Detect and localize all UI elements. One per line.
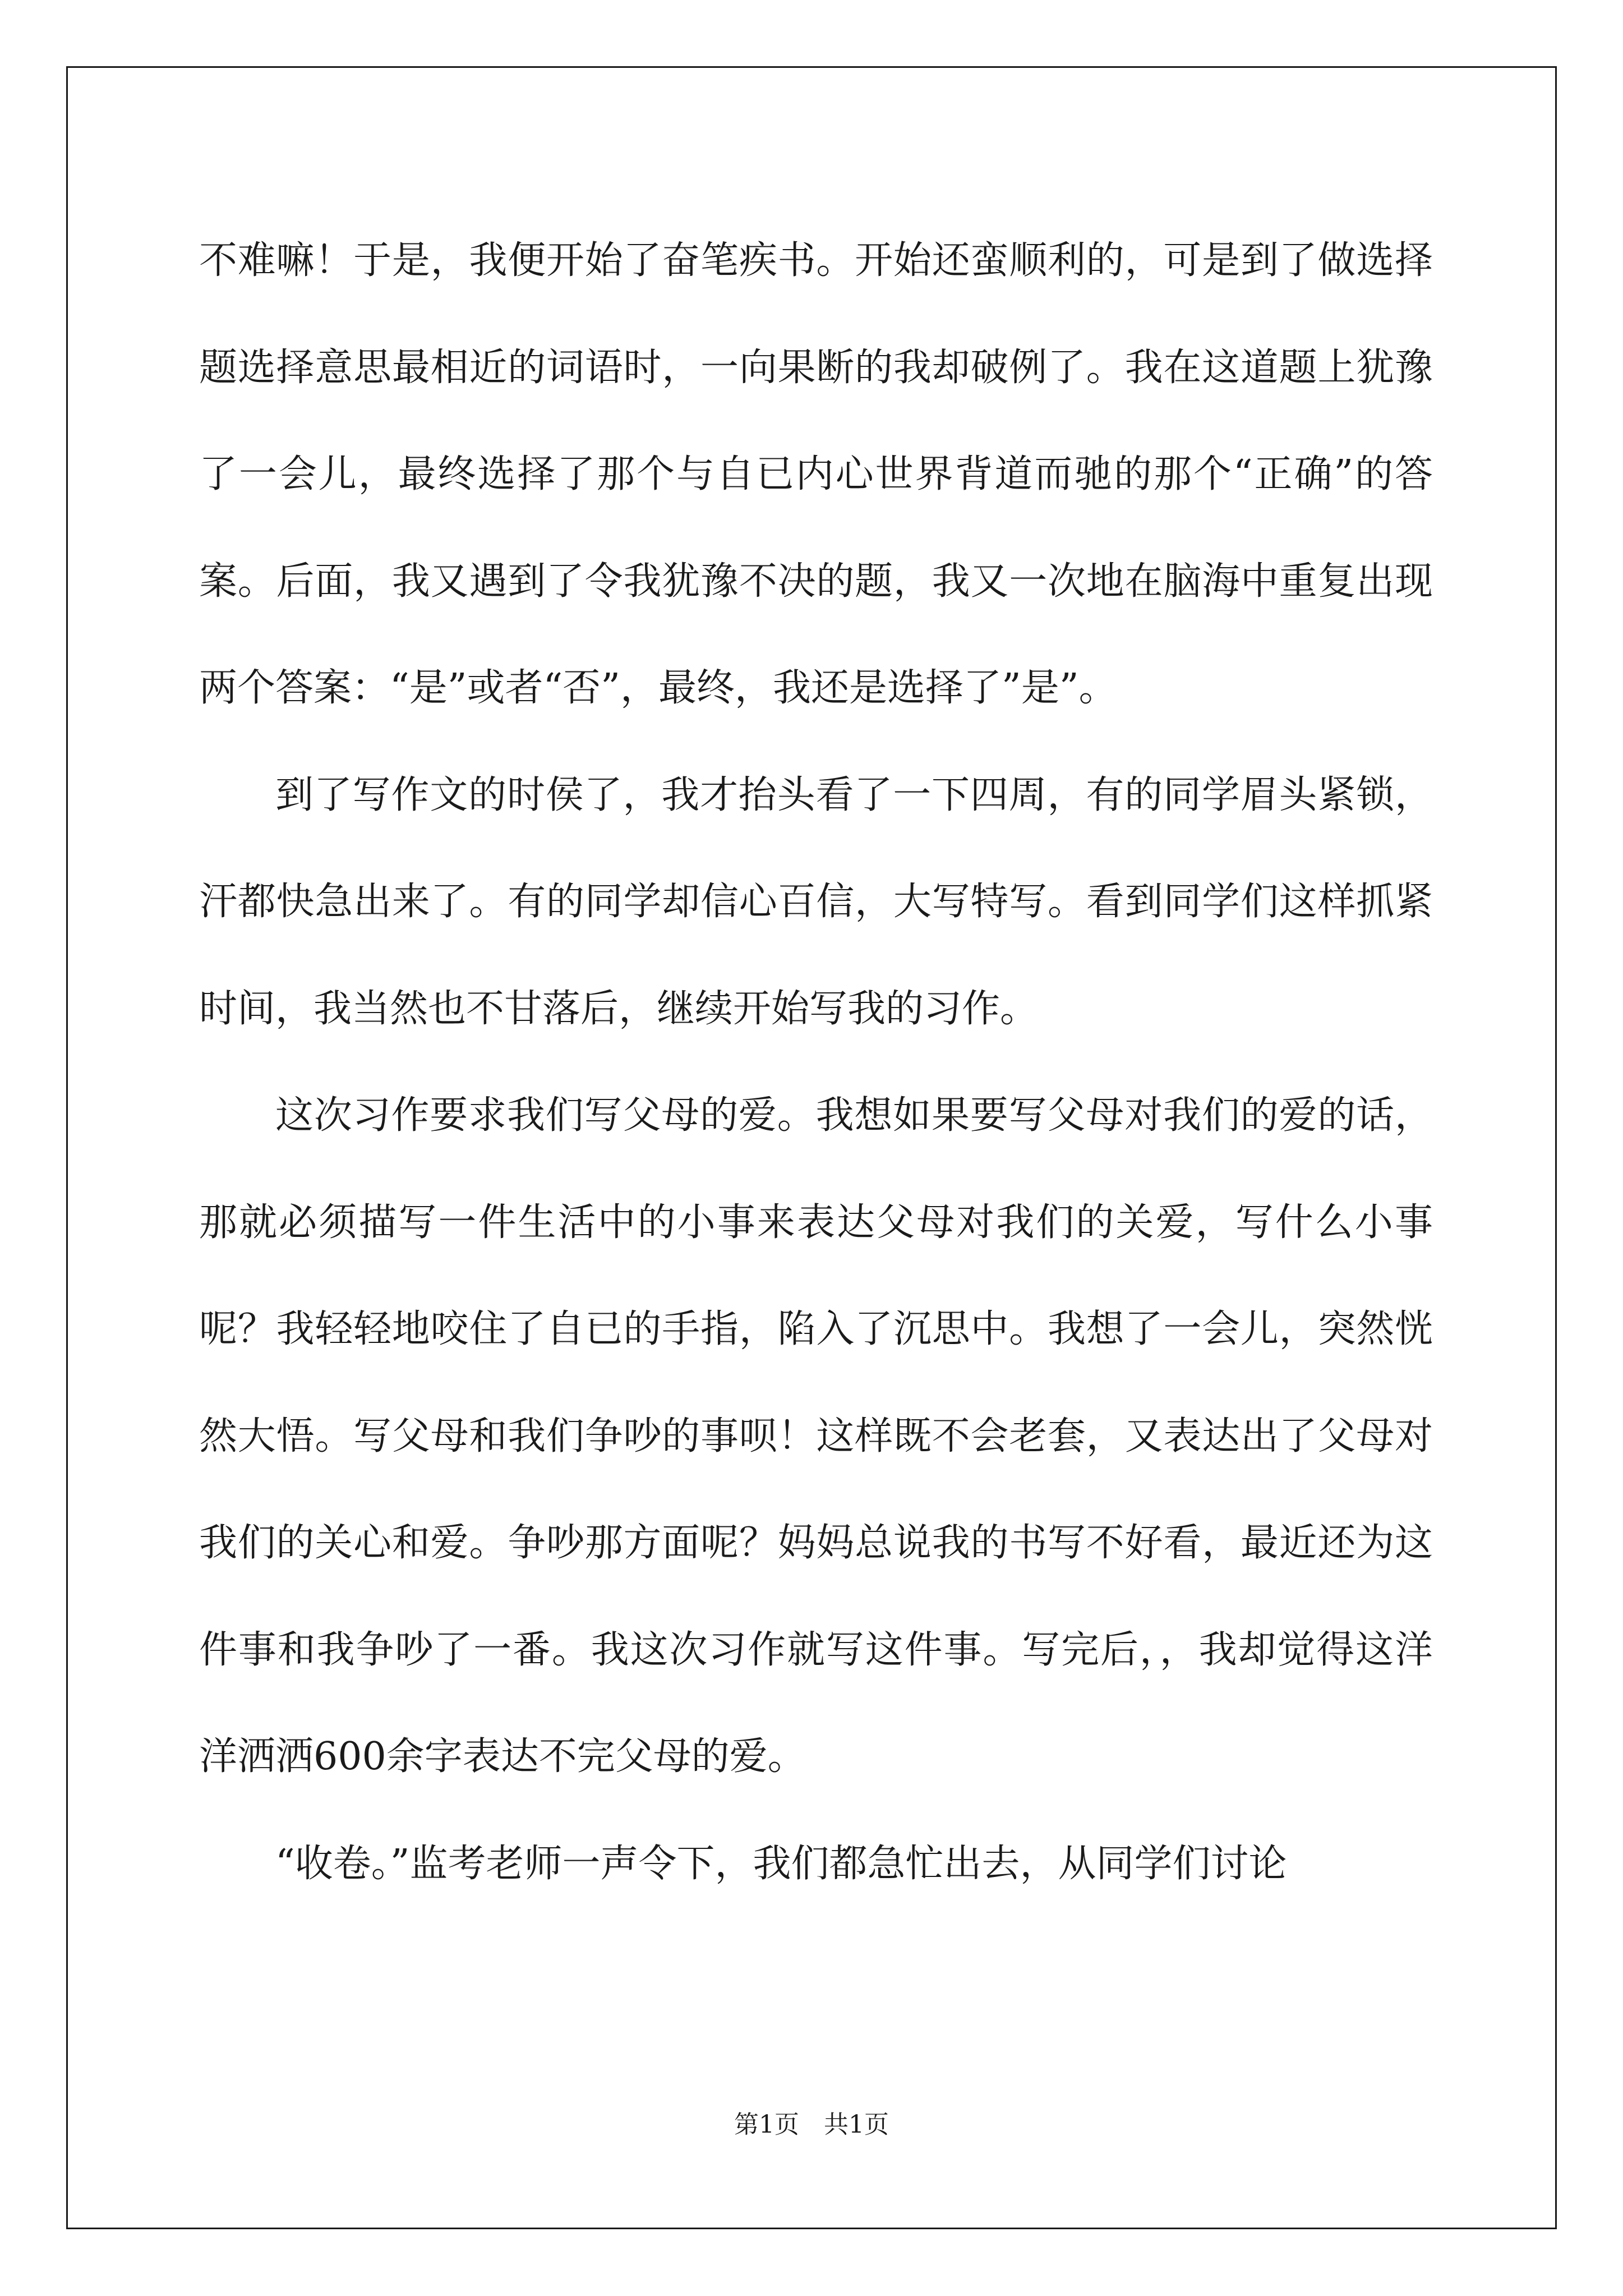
page-total: 共1页 (824, 2110, 889, 2139)
paragraph-2: 到了写作文的时侯了，我才抬头看了一下四周，有的同学眉头紧锁，汗都快急出来了。有的同学却信心百信，大写特写。看到同学们这样抓紧时间，我当然也不甘落后，继续开始写我的习作。 (199, 772, 1433, 1031)
document-body (199, 208, 1433, 1917)
page-number: 第1页 (734, 2110, 799, 2139)
page-footer (0, 2108, 1623, 2142)
paragraph-4: “收卷。”监考老师一声令下，我们都急忙出去，从同学们讨论 (275, 1841, 1287, 1886)
paragraph-1: 不难嘛！于是，我便开始了奋笔疾书。开始还蛮顺利的，可是到了做选择题选择意思最相近的词语时，一向果断的我却破例了。我在这道题上犹豫了一会儿，最终选择了那个与自已内心世界背道而驰的那个“正确”的答案。后面，我又遇到了令我犹豫不决的题，我又一次地在脑海中重复出现两个答案：“是”或者“否”，最终，我还是选择了”是”。 (199, 238, 1433, 710)
paragraph-3: 这次习作要求我们写父母的爱。我想如果要写父母对我们的爱的话，那就必须描写一件生活中的小事来表达父母对我们的关爱，写什么小事呢？我轻轻地咬住了自已的手指，陷入了沉思中。我想了一会儿，突然恍然大悟。写父母和我们争吵的事呗！这样既不会老套，又表达出了父母对我们的关心和爱。争吵那方面呢？妈妈总说我的书写不好看，最近还为这件事和我争吵了一番。我这次习作就写这件事。写完后，，我却觉得这洋洋洒洒600余字表达不完父母的爱。 (199, 1093, 1433, 1779)
